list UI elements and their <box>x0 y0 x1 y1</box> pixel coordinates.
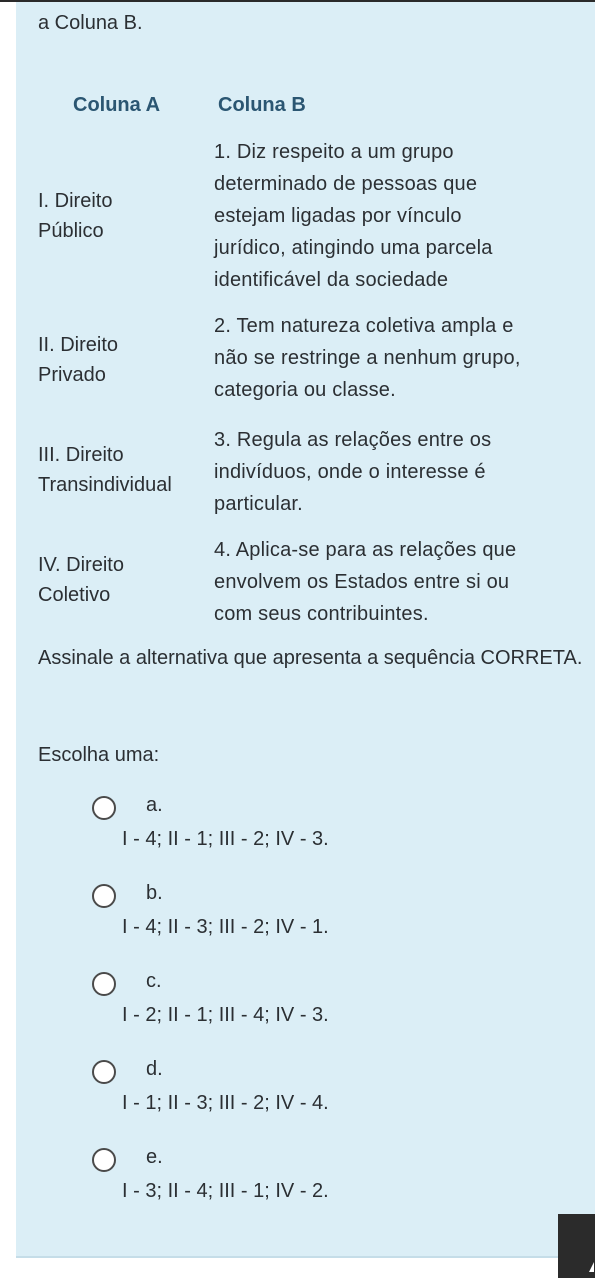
column-b-item-line: estejam ligadas por vínculo <box>214 205 462 227</box>
option-text: I - 4; II - 1; III - 2; IV - 3. <box>122 828 329 850</box>
column-a-item <box>38 330 208 390</box>
column-b-item-line: identificável da sociedade <box>214 269 449 291</box>
column-b-item-line: 2. Tem natureza coletiva ampla e <box>214 315 514 337</box>
column-a-item-line: Coletivo <box>38 584 111 606</box>
column-b-item-line: jurídico, atingindo uma parcela <box>214 237 493 259</box>
column-a-header: Coluna A <box>73 94 161 116</box>
choose-label: Escolha uma: <box>38 744 160 766</box>
column-a-item-line: Privado <box>38 364 106 386</box>
column-b-item-line: 4. Aplica-se para as relações que <box>214 539 517 561</box>
option-letter: d. <box>146 1058 163 1080</box>
radio-button[interactable] <box>92 972 116 996</box>
column-b-item-line: envolvem os Estados entre si ou <box>214 571 510 593</box>
option-letter: a. <box>146 794 163 816</box>
option-b[interactable] <box>92 884 492 954</box>
option-c[interactable] <box>92 972 492 1042</box>
option-text: I - 1; II - 3; III - 2; IV - 4. <box>122 1092 329 1114</box>
radio-button[interactable] <box>92 1060 116 1084</box>
column-b-item-line: 1. Diz respeito a um grupo <box>214 141 454 163</box>
intro-text: a Coluna B. <box>38 12 143 34</box>
option-e[interactable] <box>92 1148 492 1218</box>
column-a-item <box>38 186 208 246</box>
column-a-item-line: I. Direito <box>38 190 113 212</box>
column-b-item-line: com seus contribuintes. <box>214 603 429 625</box>
option-letter: b. <box>146 882 163 904</box>
column-b-item-line: 3. Regula as relações entre os <box>214 429 492 451</box>
column-a-item <box>38 550 208 610</box>
column-a-item-line: III. Direito <box>38 444 124 466</box>
column-b-item <box>214 310 594 406</box>
radio-button[interactable] <box>92 796 116 820</box>
column-a-item-line: Transindividual <box>38 474 172 496</box>
option-d[interactable] <box>92 1060 492 1130</box>
column-b-item-line: categoria ou classe. <box>214 379 396 401</box>
column-a-item-line: II. Direito <box>38 334 119 356</box>
option-letter: c. <box>146 970 162 992</box>
column-b-item <box>214 424 594 520</box>
column-b-item-line: determinado de pessoas que <box>214 173 478 195</box>
radio-button[interactable] <box>92 884 116 908</box>
scroll-arrow-icon <box>589 1262 594 1272</box>
option-a[interactable] <box>92 796 492 866</box>
question-text: Assinale a alternativa que apresenta a sequência CORRETA. <box>38 647 583 669</box>
option-text: I - 4; II - 3; III - 2; IV - 1. <box>122 916 329 938</box>
column-a-item-line: Público <box>38 220 104 242</box>
column-b-item <box>214 534 594 630</box>
option-text: I - 2; II - 1; III - 4; IV - 3. <box>122 1004 329 1026</box>
column-b-item-line: não se restringe a nenhum grupo, <box>214 347 521 369</box>
option-letter: e. <box>146 1146 163 1168</box>
column-b-item-line: particular. <box>214 493 303 515</box>
option-text: I - 3; II - 4; III - 1; IV - 2. <box>122 1180 329 1202</box>
radio-button[interactable] <box>92 1148 116 1172</box>
column-a-item-line: IV. Direito <box>38 554 124 576</box>
column-b-item-line: indivíduos, onde o interesse é <box>214 461 486 483</box>
column-b-header: Coluna B <box>218 94 306 116</box>
column-b-item <box>214 136 594 296</box>
column-a-item <box>38 440 208 500</box>
question-card <box>16 2 595 1258</box>
